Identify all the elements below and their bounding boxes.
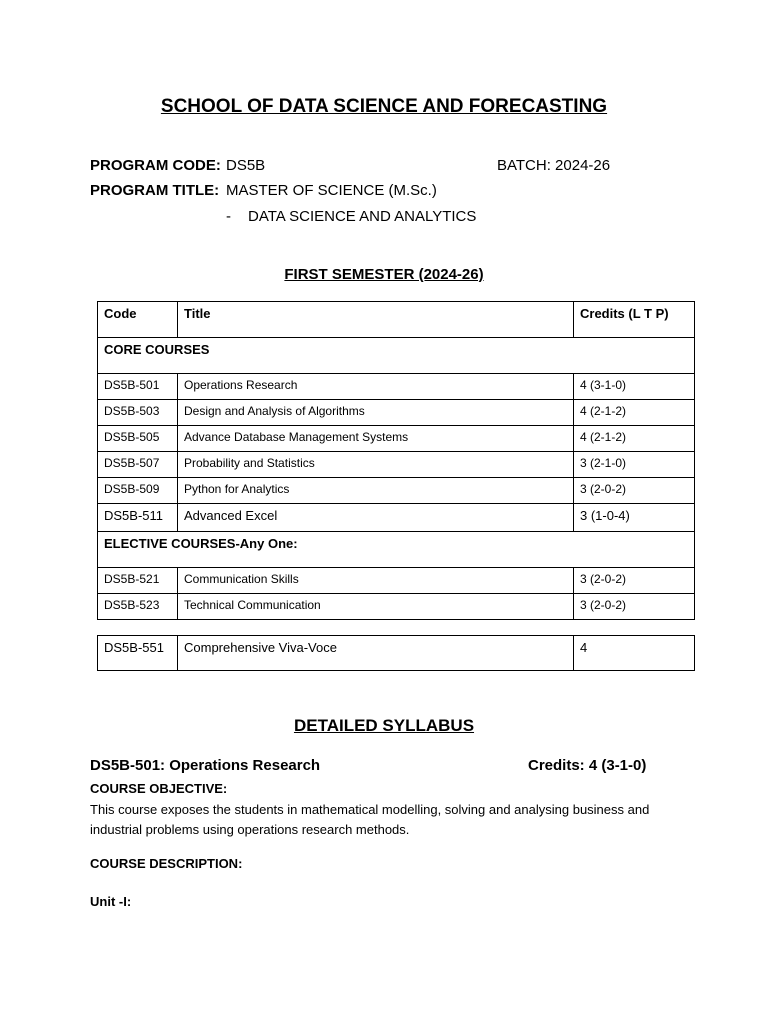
- course-credits: 3 (1-0-4): [574, 504, 695, 532]
- viva-code: DS5B-551: [98, 636, 178, 671]
- table-row: [98, 568, 695, 594]
- program-title-value: MASTER OF SCIENCE (M.Sc.): [226, 182, 437, 199]
- course-title: Probability and Statistics: [178, 452, 574, 478]
- course-code: DS5B-511: [98, 504, 178, 532]
- unit-label: Unit -I:: [90, 894, 132, 909]
- table-row: [98, 426, 695, 452]
- course-credits: 3 (2-0-2): [574, 478, 695, 504]
- course-heading: DS5B-501: Operations Research: [90, 757, 321, 774]
- core-courses-label: CORE COURSES: [98, 338, 695, 374]
- course-credits-heading: Credits: 4 (3-1-0): [528, 757, 647, 774]
- course-credits: 4 (2-1-2): [574, 400, 695, 426]
- course-code: DS5B-509: [98, 478, 178, 504]
- semester-title: FIRST SEMESTER (2024-26): [284, 266, 484, 283]
- elective-courses-label: ELECTIVE COURSES-Any One:: [98, 532, 695, 568]
- course-code: DS5B-501: [98, 374, 178, 400]
- course-credits: 3 (2-1-0): [574, 452, 695, 478]
- table-row: [98, 504, 695, 532]
- table-row: [98, 452, 695, 478]
- program-code-value: DS5B: [226, 157, 266, 174]
- table-row: [98, 400, 695, 426]
- table-row: [98, 594, 695, 620]
- course-credits: 4 (3-1-0): [574, 374, 695, 400]
- course-title: Operations Research: [178, 374, 574, 400]
- course-code: DS5B-507: [98, 452, 178, 478]
- course-title: Design and Analysis of Algorithms: [178, 400, 574, 426]
- course-code: DS5B-503: [98, 400, 178, 426]
- course-code: DS5B-505: [98, 426, 178, 452]
- viva-credits: 4: [574, 636, 695, 671]
- course-title: Advance Database Management Systems: [178, 426, 574, 452]
- header-title: Title: [178, 302, 574, 338]
- syllabus-title: DETAILED SYLLABUS: [293, 716, 475, 735]
- course-objective-text: This course exposes the students in mathematical modelling, solving and analysing business and industrial problems using operations research methods.: [90, 802, 650, 837]
- elective-section-row: [98, 532, 695, 568]
- program-title-label: PROGRAM TITLE:: [90, 182, 220, 199]
- course-title: Technical Communication: [178, 594, 574, 620]
- table-row: [98, 636, 695, 671]
- course-table: [97, 301, 695, 620]
- batch: BATCH: 2024-26: [497, 157, 611, 174]
- course-title: Advanced Excel: [178, 504, 574, 532]
- course-description-label: COURSE DESCRIPTION:: [90, 856, 243, 871]
- course-title: Communication Skills: [178, 568, 574, 594]
- program-code-label: PROGRAM CODE:: [90, 157, 221, 174]
- table-row: [98, 478, 695, 504]
- course-credits: 3 (2-0-2): [574, 568, 695, 594]
- course-objective-label: COURSE OBJECTIVE:: [90, 781, 228, 796]
- header-code: Code: [98, 302, 178, 338]
- school-title: SCHOOL OF DATA SCIENCE AND FORECASTING: [160, 96, 608, 117]
- core-section-row: [98, 338, 695, 374]
- course-credits: 4 (2-1-2): [574, 426, 695, 452]
- program-title-dash: -: [226, 208, 231, 225]
- course-code: DS5B-523: [98, 594, 178, 620]
- course-code: DS5B-521: [98, 568, 178, 594]
- header-credits: Credits (L T P): [574, 302, 695, 338]
- table-header-row: [98, 302, 695, 338]
- program-title-sub: DATA SCIENCE AND ANALYTICS: [248, 208, 477, 225]
- course-credits: 3 (2-0-2): [574, 594, 695, 620]
- viva-title: Comprehensive Viva-Voce: [178, 636, 574, 671]
- table-row: [98, 374, 695, 400]
- course-title: Python for Analytics: [178, 478, 574, 504]
- viva-table: [97, 635, 695, 671]
